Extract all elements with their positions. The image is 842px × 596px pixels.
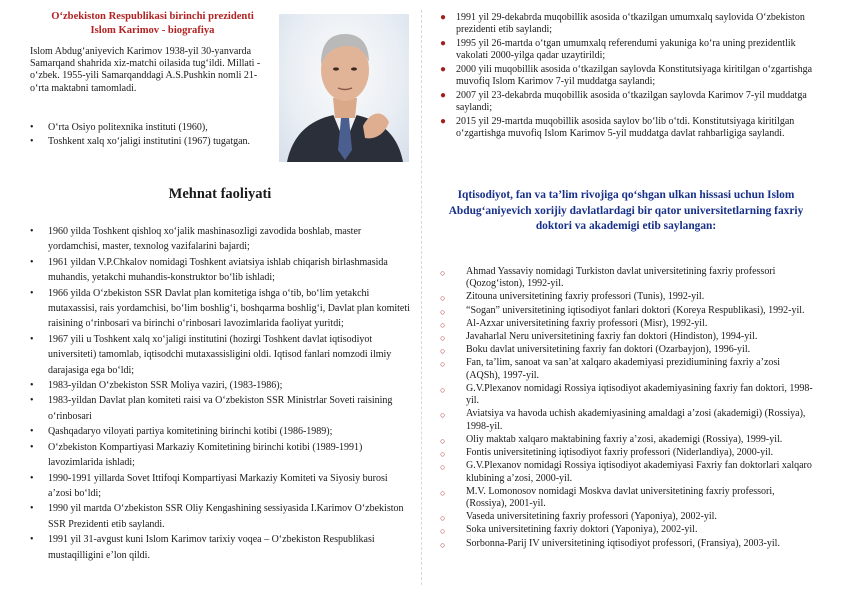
presidency-item-text: 1995 yil 26-martda o‘tgan umumxalq referendumi yakuniga ko‘ra uning prezidentlik vakolati 2000-yilga qadar uzaytirildi; [456, 37, 796, 62]
honor-item-text: Oliy maktab xalqaro maktabining faxriy a’zosi, akademigi (Rossiya), 1999-yil. [466, 433, 783, 445]
honor-item [440, 486, 815, 511]
honor-item [440, 538, 815, 550]
honor-item-text: Javaharlal Neru universitetining faxriy fan doktori (Hindiston), 1994-yil. [466, 331, 758, 343]
work-item-text: O‘zbekiston Kompartiyasi Markaziy Komitetining birinchi kotibi (1989-1991) lavozimlarida ishladi; [48, 441, 363, 469]
honor-item [440, 460, 815, 485]
circle-bullet-icon: ○ [440, 539, 446, 550]
honor-item-text: Fan, ta’lim, sanoat va san’at xalqaro akademiyasi prezidiumining faxriy a’zosi (AQSh), 1997-yil. [466, 357, 781, 381]
work-item-text: 1990 yil martda O‘zbekiston SSR Oliy Kengashining sessiyasida I.Karimov O‘zbekiston SSR Prezidenti etib saylandi. [48, 503, 404, 530]
work-item-text: 1983-yildan O‘zbekiston SSR Moliya vaziri, (1983-1986); [48, 380, 283, 392]
biography-title [30, 10, 275, 38]
bullet-icon: • [30, 122, 34, 133]
honor-item-text: G.V.Plexanov nomidagi Rossiya iqtisodiyot akademiyasining faxriy fan doktori, 1998-yil. [466, 382, 813, 407]
presidency-list [440, 12, 815, 142]
honors-title: Iqtisodiyot, fan va ta’lim rivojiga qo‘shgan ulkan hissasi uchun Islom Abdug‘aniyevich xorijiy davlatlardagi bir qator universitetlarning faxriy doktori va akademigi etib saylangan: [448, 189, 804, 232]
honor-item-text: Ahmad Yassaviy nomidagi Turkiston davlat universitetining faxriy professori (Qozog‘iston), 1992-yil. [466, 266, 776, 290]
honor-item-text: Aviatsiya va havoda uchish akademiyasining amaldagi a’zosi (akademigi) (Rossiya), 1998-yil. [466, 408, 806, 432]
education-item [30, 136, 280, 148]
work-item-text: 1990-1991 yillarda Sovet Ittifoqi Kompartiyasi Markaziy Komiteti va Siyosiy burosi a’zosi bo‘ldi; [48, 472, 388, 499]
circle-bullet-icon: ○ [440, 410, 446, 421]
bullet-icon: ● [440, 12, 447, 23]
honor-item-text: “Sogan” universitetining iqtisodiyot fanlari doktori (Koreya Respublikasi), 1992-yil. [466, 304, 805, 316]
presidency-item-text: 2007 yil 23-dekabrda muqobillik asosida o‘tkazilgan saylovda Karimov 7-yil muddatga saylandi; [456, 89, 807, 113]
honors-list [440, 266, 815, 551]
biography-title-line2: Islom Karimov - biografiya [90, 25, 215, 36]
work-item-text: 1966 yilda O‘zbekiston SSR Davlat plan komitetiga ishga o‘tib, bo‘lim yetakchi mutaxassisi, rais yordamchisi, bo‘lim boshlig‘i, boshqarma boshlig‘i, Davlat plan komiteti raisining o‘rinbosari va birinchi o‘rinbosari lavozimlarida faoliyat yuritdi; [48, 287, 410, 330]
bullet-icon: • [30, 441, 34, 453]
honor-item-text: Al-Azxar universitetining faxriy professori (Misr), 1992-yil. [466, 317, 708, 329]
bullet-icon: • [30, 287, 34, 299]
bullet-icon: • [30, 534, 34, 546]
presidency-item [440, 90, 815, 114]
work-item-text: 1983-yildan Davlat plan komiteti raisi va O‘zbekiston SSR Ministrlar Soveti raisining o‘rinbosari [48, 395, 393, 422]
honor-item-text: Fontis universitetining iqtisodiyot faxriy professori (Niderlandiya), 2000-yil. [466, 447, 774, 459]
circle-bullet-icon: ○ [440, 449, 446, 460]
circle-bullet-icon: ○ [440, 487, 446, 498]
fold-divider [421, 10, 422, 585]
circle-bullet-icon: ○ [440, 293, 446, 304]
work-item-text: 1960 yilda Toshkent qishloq xo‘jalik mashinasozligi zavodida boshlab, master yordamchisi, master, texnolog vazifalarini bajardi; [48, 226, 362, 253]
circle-bullet-icon: ○ [440, 526, 446, 537]
circle-bullet-icon: ○ [440, 346, 446, 357]
presidency-item [440, 38, 815, 62]
presidency-item-text: 1991 yil 29-dekabrda muqobillik asosida o‘tkazilgan umumxalq saylovida O‘zbekiston prezidenti etib saylandi; [456, 12, 805, 36]
circle-bullet-icon: ○ [440, 359, 446, 370]
work-item [30, 532, 412, 563]
work-item [30, 424, 412, 439]
education-item-text: Toshkent xalq xo‘jaligi institutini (1967) tugatgan. [48, 136, 251, 148]
honor-item [440, 305, 815, 317]
work-item-text: 1961 yildan V.P.Chkalov nomidagi Toshkent aviatsiya ishlab chiqarish birlashmasida muhandis, yetakchi muhandis-konstruktor bo‘lib ishladi; [48, 256, 388, 284]
honor-item [440, 344, 815, 356]
work-item [30, 255, 412, 286]
bullet-icon: ● [440, 115, 447, 127]
circle-bullet-icon: ○ [440, 333, 446, 344]
honor-item [440, 266, 815, 291]
bullet-icon: • [30, 256, 34, 268]
honor-item [440, 331, 815, 343]
bullet-icon: ● [440, 89, 447, 101]
honor-item [440, 357, 815, 382]
bullet-icon: ● [440, 37, 447, 49]
honor-item [440, 318, 815, 330]
biography-intro: Islom Abdug‘aniyevich Karimov 1938-yil 30-yanvarda Samarqand shahrida xiz-matchi oilasida tug‘ildi. Millati - o‘zbek. 1955-yili Samarqanddagi A.S.Pushkin nomli 21-o‘rta maktabni tamomladi. [30, 46, 261, 94]
honor-item [440, 524, 815, 536]
bullet-icon: • [30, 472, 34, 484]
honor-item [440, 511, 815, 523]
work-item-text: 1991 yil 31-avgust kuni Islom Karimov tarixiy voqea – O‘zbekiston Respublikasi mustaqilligini e’lon qildi. [48, 534, 375, 561]
work-item-text: 1967 yili u Toshkent xalq xo‘jaligi institutini (hozirgi Toshkent davlat iqtisodiyot universiteti) tamomlab, iqtisodchi mutaxassisligini oldi. Iqtisod fanlari nomzodi ilmiy darajasiga ega bo‘ldi; [48, 333, 392, 376]
honor-item [440, 408, 815, 433]
bullet-icon: • [30, 380, 34, 392]
honor-item-text: Zitouna universitetining faxriy professori (Tunis), 1992-yil. [466, 291, 705, 303]
honor-item [440, 434, 815, 446]
biography-title-line1: O‘zbekiston Respublikasi birinchi prezidenti [51, 11, 254, 22]
honor-item [440, 447, 815, 459]
bullet-icon: • [30, 226, 34, 237]
work-item [30, 393, 412, 424]
circle-bullet-icon: ○ [440, 384, 446, 395]
presidency-item [440, 64, 815, 88]
presidency-item [440, 116, 815, 140]
circle-bullet-icon: ○ [440, 462, 446, 473]
work-item [30, 501, 412, 532]
presidency-item [440, 12, 815, 36]
portrait-photo [279, 14, 409, 162]
presidency-item-text: 2015 yil 29-martda muqobillik asosida saylov bo‘lib o‘tdi. Konstitutsiyaga kiritilgan o‘zgartishga muvofiq Islom Karimov 5-yil muddatga davlat rahbarligiga saylandi. [456, 115, 795, 139]
honor-item-text: G.V.Plexanov nomidagi Rossiya iqtisodiyot akademiyasi Faxriy fan doktorlari xalqaro klubining a’zosi, 2000-yil. [466, 460, 812, 484]
education-list [30, 122, 280, 150]
work-item [30, 286, 412, 332]
work-item [30, 224, 412, 255]
honor-item-text: Vaseda universitetining faxriy professori (Yaponiya), 2002-yil. [466, 511, 717, 523]
bullet-icon: • [30, 503, 34, 515]
circle-bullet-icon: ○ [440, 513, 446, 524]
honor-item-text: Sorbonna-Parij IV universitetining iqtisodiyot professori, (Fransiya), 2003-yil. [466, 537, 780, 549]
presidency-item-text: 2000 yili muqobillik asosida o‘tkazilgan saylovda Konstitutsiyaga kiritilgan o‘zgartishga muvofiq Islom Karimov 7-yil muddatga saylandi; [456, 63, 813, 88]
circle-bullet-icon: ○ [440, 306, 446, 317]
education-item-text: O‘rta Osiyo politexnika instituti (1960), [48, 122, 208, 133]
honor-item-text: Boku davlat universitetining faxriy fan doktori (Ozarbayjon), 1996-yil. [466, 344, 751, 356]
circle-bullet-icon: ○ [440, 319, 446, 330]
bullet-icon: • [30, 136, 34, 148]
work-title: Mehnat faoliyati [168, 186, 272, 202]
work-item [30, 332, 412, 378]
work-item [30, 471, 412, 502]
work-item-text: Qashqadaryo viloyati partiya komitetining birinchi kotibi (1986-1989); [48, 426, 333, 438]
portrait-illustration [279, 14, 409, 162]
work-item [30, 440, 412, 471]
circle-bullet-icon: ○ [440, 268, 446, 278]
honor-item-text: Soka universitetining faxriy doktori (Yaponiya), 2002-yil. [466, 524, 698, 536]
bullet-icon: • [30, 395, 34, 407]
work-list [30, 224, 412, 563]
honor-item [440, 291, 815, 303]
bullet-icon: • [30, 426, 34, 438]
honor-item [440, 383, 815, 408]
circle-bullet-icon: ○ [440, 435, 446, 446]
bullet-icon: ● [440, 63, 447, 75]
work-item [30, 378, 412, 393]
education-item [30, 122, 280, 134]
bullet-icon: • [30, 333, 34, 345]
honor-item-text: M.V. Lomonosov nomidagi Moskva davlat universitetining faxriy professori, (Rossiya), 2001-yil. [466, 485, 775, 510]
